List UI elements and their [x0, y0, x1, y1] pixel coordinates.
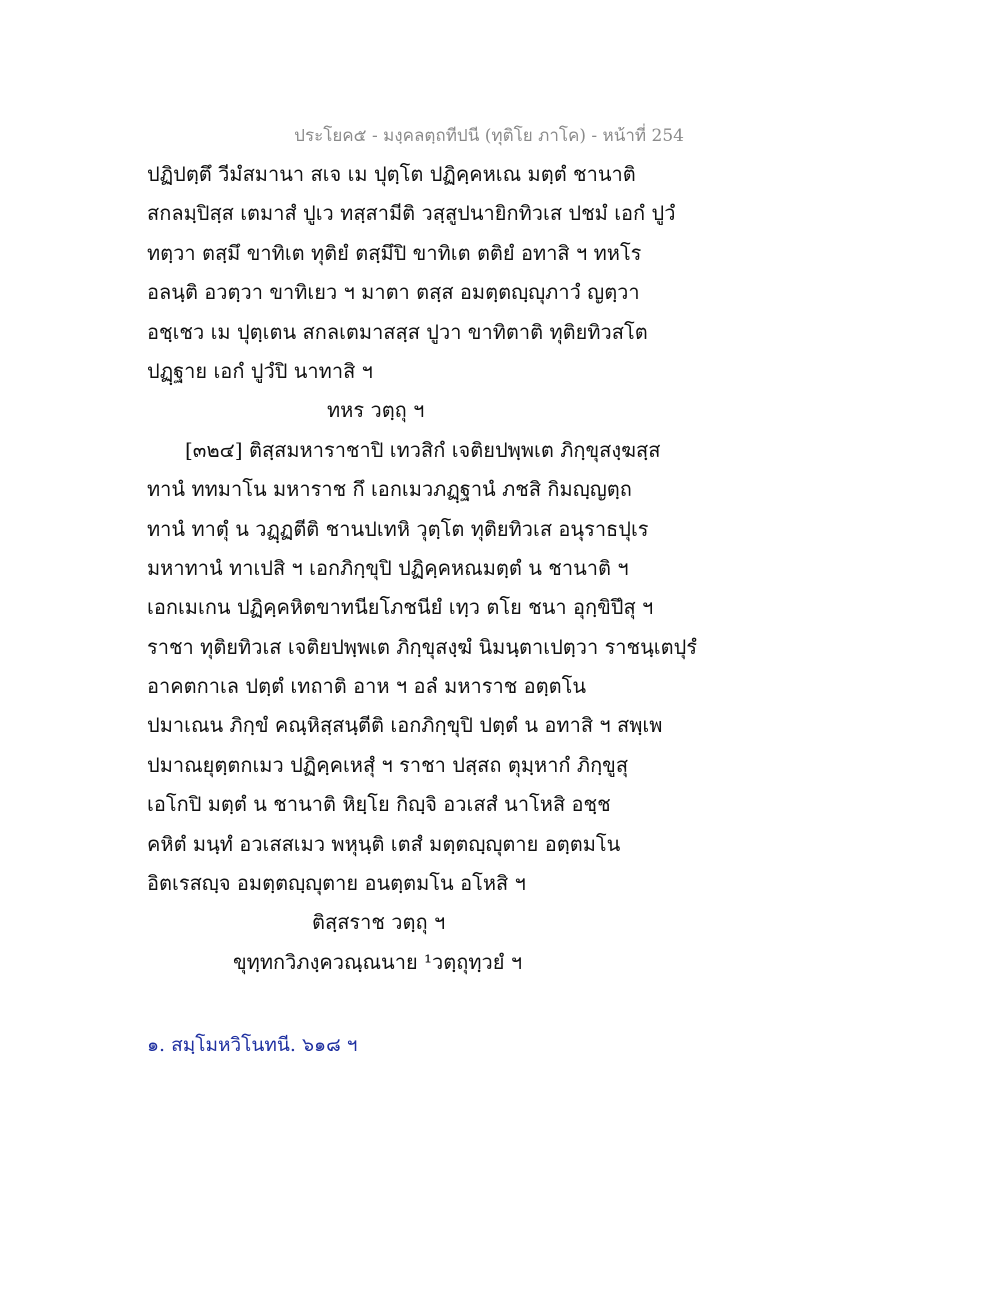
- text-line-17: เอโกปิ มตฺตํ น ชานาติ หิยฺโย กิญฺจิ อวเสสํ นาโหสิ อชฺช: [147, 792, 611, 817]
- text-line-4: อลนฺติ อวตฺวา ขาทิเยว ฯ มาตา ตสฺส อมตฺตญฺญุภาวํ ญตฺวา: [147, 280, 640, 305]
- text-line-6: ปฏฺฐาย เอกํ ปูวํปิ นาทาสิ ฯ: [147, 358, 373, 383]
- text-line-19: อิตเรสญฺจ อมตฺตญฺญุตาย อนตฺตมโน อโหสิ ฯ: [147, 871, 526, 896]
- chapter-end: ขุทฺทกวิภงฺควณฺณนาย ¹วตฺถุทฺวยํ ฯ: [233, 949, 523, 974]
- section-end-tissaraja: ติสฺสราช วตฺถุ ฯ: [312, 910, 446, 935]
- text-line-16: ปมาณยุตฺตกเมว ปฏิคฺคเหสุํ ฯ ราชา ปสฺสถ ตุมฺหากํ ภิกฺขูสุ: [147, 752, 629, 777]
- running-header: ประโยค๕ - มงฺคลตฺถทีปนี (ทุติโย ภาโค) - หน้าที่ 254: [294, 126, 684, 146]
- text-line-2: สกลมฺปิสฺส เตมาสํ ปูเว ทสฺสามีติ วสฺสูปนายิกทิวเส ปชมํ เอกํ ปูวํ: [147, 201, 676, 226]
- body-text: [147, 155, 698, 982]
- text-line-13: ราชา ทุติยทิวเส เจติยปพฺพเต ภิกฺขุสงฺฆํ นิมนฺตาเปตฺวา ราชนฺเตปุรํ: [147, 634, 698, 659]
- text-line-18: คหิตํ มนฺทํ อวเสสเมว พหุนฺติ เตสํ มตฺตญฺญุตาย อตฺตมโน: [147, 831, 621, 856]
- text-line-12: เอกเมเกน ปฏิคฺคหิตขาทนียโภชนียํ เทฺว ตโย ชนา อุกฺขิปึสุ ฯ: [147, 595, 654, 620]
- text-line-3: ทตฺวา ตสฺมึ ขาทิเต ทุติยํ ตสฺมึปิ ขาทิเต ตติยํ อทาสิ ฯ ทหโร: [147, 240, 642, 265]
- paragraph-324-start: [๓๒๔] ติสฺสมหาราชาปิ เทวสิกํ เจติยปพฺพเต ภิกฺขุสงฺฆสฺส: [185, 437, 661, 462]
- text-line-5: อชฺเชว เม ปุตฺเตน สกลเตมาสสฺส ปูวา ขาทิตาติ ทุติยทิวสโต: [147, 319, 648, 344]
- text-line-1: ปฏิปตฺตึ วีมํสมานา สเจ เม ปุตฺโต ปฏิคฺคหเณ มตฺตํ ชานาติ: [147, 162, 636, 186]
- text-line-14: อาคตกาเล ปตฺตํ เทถาติ อาห ฯ อลํ มหาราช อตฺตโน: [147, 674, 587, 699]
- text-line-11: มหาทานํ ทาเปสิ ฯ เอกภิกฺขุปิ ปฏิคฺคหณมตฺตํ น ชานาติ ฯ: [147, 555, 629, 580]
- text-line-15: ปมาเณน ภิกฺขํ คณฺหิสฺสนฺตีติ เอกภิกฺขุปิ ปตฺตํ น อทาสิ ฯ สพฺเพ: [147, 713, 663, 738]
- text-line-10: ทานํ ทาตุํ น วฏฺฏตีติ ชานปเทหิ วุตฺโต ทุติยทิวเส อนุราธปุเร: [147, 516, 649, 541]
- section-end-dahara: ทหร วตฺถุ ฯ: [327, 398, 425, 423]
- footnote: ๑. สมฺโมหวิโนทนี. ๖๑๘ ฯ: [147, 1034, 358, 1056]
- text-line-9: ทานํ ททมาโน มหาราช กึ เอกเมวภฏฺฐานํ ภชสิ กิมญฺญตฺถ: [147, 477, 632, 502]
